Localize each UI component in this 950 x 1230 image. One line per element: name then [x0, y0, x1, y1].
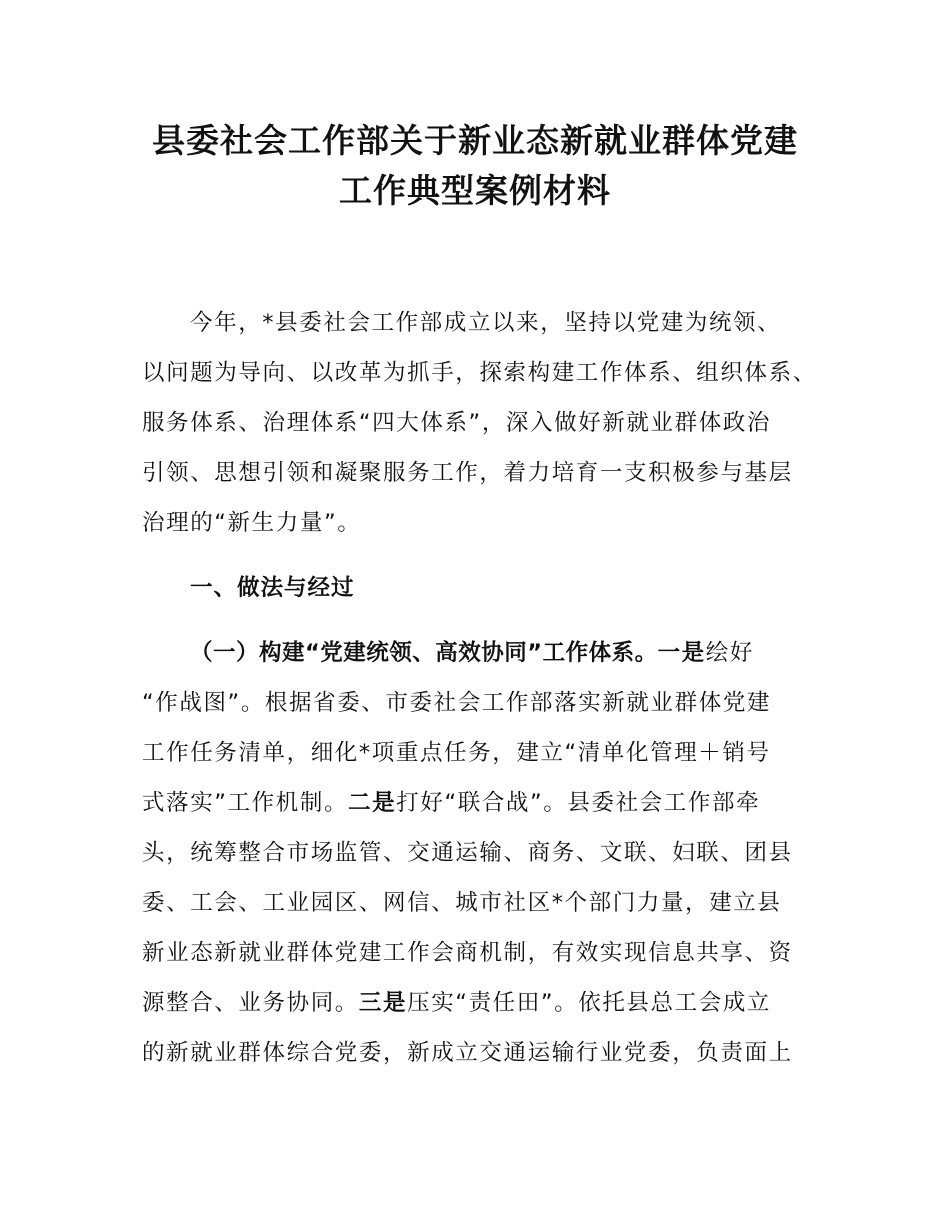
- text-run: 打好“联合战”。县委社会工作部牵: [396, 790, 761, 816]
- body-line: 的新就业群体综合党委，新成立交通运输行业党委，负责面上: [142, 1040, 793, 1066]
- document-title-line-2: 工作典型案例材料: [339, 171, 611, 210]
- subsection-heading: （一）构建“党建统领、高效协同”工作体系。: [190, 640, 658, 666]
- intro-paragraph-line: 治理的“新生力量”。: [142, 510, 362, 536]
- point-label: 三是: [358, 990, 408, 1016]
- body-line: 工作任务清单，细化*项重点任务，建立“清单化管理＋销号: [142, 740, 771, 766]
- body-line: 新业态新就业群体党建工作会商机制，有效实现信息共享、资: [142, 940, 793, 966]
- body-line: 委、工会、工业园区、网信、城市社区*个部门力量，建立县: [142, 890, 782, 916]
- body-line: 头，统筹整合市场监管、交通运输、商务、文联、妇联、团县: [142, 840, 793, 866]
- intro-paragraph-line: 以问题为导向、以改革为抓手，探索构建工作体系、组织体系、: [142, 360, 817, 386]
- intro-paragraph-line: 引领、思想引领和凝聚服务工作，着力培育一支积极参与基层: [142, 460, 793, 486]
- text-run: 绘好: [705, 640, 754, 666]
- body-line: [142, 788, 760, 818]
- document-title-line-1: 县委社会工作部关于新业态新就业群体党建: [152, 121, 798, 160]
- text-run: 源整合、业务协同。: [142, 990, 359, 1016]
- text-run: 式落实”工作机制。: [142, 790, 349, 816]
- section-heading: 一、做法与经过: [190, 575, 355, 601]
- body-line: “作战图”。根据省委、市委社会工作部落实新就业群体党建: [142, 690, 772, 716]
- point-label: 一是: [657, 640, 706, 666]
- intro-paragraph-line: 服务体系、治理体系“四大体系”，深入做好新就业群体政治: [142, 410, 772, 436]
- text-run: 压实“责任田”。依托县总工会成立: [407, 990, 772, 1016]
- point-label: 二是: [348, 790, 397, 816]
- subsection-first-line: [190, 638, 754, 668]
- intro-paragraph-line: 今年，*县委社会工作部成立以来，坚持以党建为统领、: [190, 310, 782, 336]
- body-line: [142, 988, 771, 1018]
